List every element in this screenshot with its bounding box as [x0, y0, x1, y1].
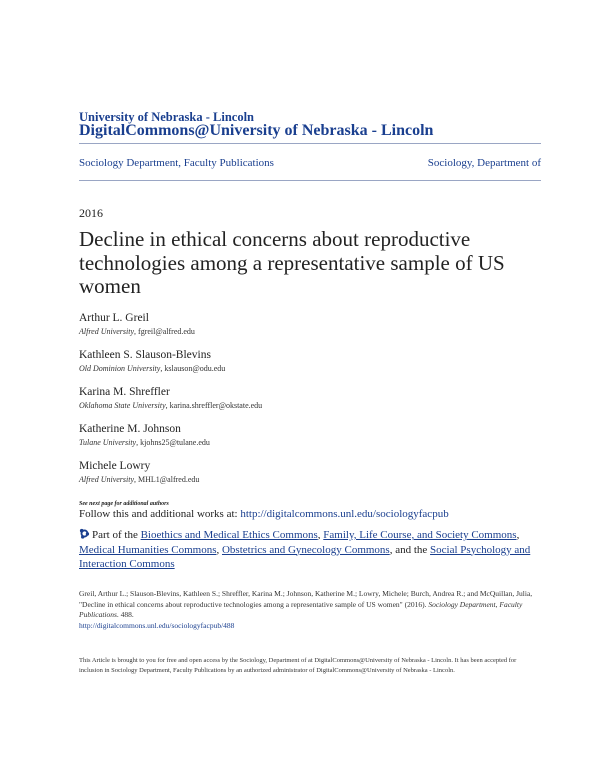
- author-name: Katherine M. Johnson: [79, 423, 181, 435]
- author-entry: [79, 460, 199, 484]
- separator: ,: [516, 529, 520, 541]
- and-the-separator: , and the: [389, 543, 431, 556]
- social-psychology-commons-link[interactable]: Social Psychology and Interaction Commons: [79, 543, 531, 570]
- author-email: , fgreil@alfred.edu: [134, 327, 195, 336]
- repository-notice: This Article is brought to you for free and open access by the Sociology, Department of at DigitalCommons@University of Nebraska - Lincoln. It has been accepted for inclusion in Sociology Department, Faculty Publications by an authorized administrator of DigitalCommons@University of Nebraska - Lincoln.: [79, 657, 517, 674]
- repository-name[interactable]: DigitalCommons@University of Nebraska - Lincoln: [79, 122, 434, 139]
- author-institution: Alfred University: [79, 475, 135, 484]
- citation-url-link[interactable]: http://digitalcommons.unl.edu/sociologyfacpub/488: [79, 620, 235, 630]
- paper-title: Decline in ethical concerns about reproductive technologies among a representative sample of US women: [79, 227, 505, 298]
- author-name: Kathleen S. Slauson-Blevins: [79, 349, 211, 361]
- author-email: , karina.shreffler@okstate.edu: [165, 401, 263, 410]
- author-institution: Alfred University: [79, 327, 135, 336]
- medical-humanities-commons-link[interactable]: Medical Humanities Commons: [79, 543, 217, 556]
- author-institution: Tulane University: [79, 438, 137, 447]
- author-entry: [79, 423, 210, 447]
- author-entry: [79, 386, 262, 410]
- follow-line: [79, 508, 449, 520]
- part-of-commons: [79, 528, 541, 572]
- author-institution: Old Dominion University: [79, 364, 161, 373]
- network-icon: [79, 528, 90, 539]
- author-entry: [79, 349, 225, 373]
- author-entry: [79, 312, 195, 336]
- family-life-course-commons-link[interactable]: Family, Life Course, and Society Commons: [323, 529, 517, 541]
- citation-number: . 488.: [116, 610, 134, 619]
- collection-url-link[interactable]: http://digitalcommons.unl.edu/sociologyfacpub: [240, 508, 449, 520]
- author-name: Arthur L. Greil: [79, 312, 149, 324]
- citation-venue: Sociology Department, Faculty Publications: [79, 599, 523, 619]
- university-name[interactable]: University of Nebraska - Lincoln: [79, 110, 254, 124]
- author-name: Michele Lowry: [79, 460, 151, 472]
- author-institution: Oklahoma State University: [79, 401, 166, 410]
- department-link[interactable]: Sociology, Department of: [427, 157, 541, 169]
- author-affiliation: [79, 438, 210, 447]
- author-affiliation: [79, 364, 225, 373]
- separator: ,: [317, 529, 324, 541]
- author-email: , kslauson@odu.edu: [160, 364, 226, 373]
- author-email: , kjohns25@tulane.edu: [136, 438, 210, 447]
- header-rule-top: [79, 143, 541, 144]
- author-name: Karina M. Shreffler: [79, 386, 170, 398]
- see-next-page-note: See next page for additional authors: [79, 501, 169, 507]
- follow-text: Follow this and additional works at:: [79, 508, 241, 520]
- part-of-prefix: Part of the: [92, 529, 141, 541]
- citation-block: [79, 589, 541, 631]
- collection-link[interactable]: Sociology Department, Faculty Publications: [79, 157, 274, 169]
- header-rule-bottom: [79, 180, 541, 181]
- author-affiliation: [79, 327, 195, 336]
- citation-authors: Greil, Arthur L.; Slauson-Blevins, Kathleen S.; Shreffler, Karina M.; Johnson, Katherine M.; Lowry, Michele; Burch, Andrea R.; and McQuillan, Julia, "Decline in ethical concerns about reproductive technologies among a representative sample of US women" (2016).: [79, 589, 533, 609]
- author-affiliation: [79, 475, 199, 484]
- author-email: , MHL1@alfred.edu: [134, 475, 200, 484]
- publication-year: 2016: [79, 206, 103, 220]
- author-affiliation: [79, 401, 262, 410]
- bioethics-commons-link[interactable]: Bioethics and Medical Ethics Commons: [140, 529, 318, 541]
- separator: ,: [216, 543, 222, 556]
- obstetrics-gynecology-commons-link[interactable]: Obstetrics and Gynecology Commons: [221, 543, 390, 556]
